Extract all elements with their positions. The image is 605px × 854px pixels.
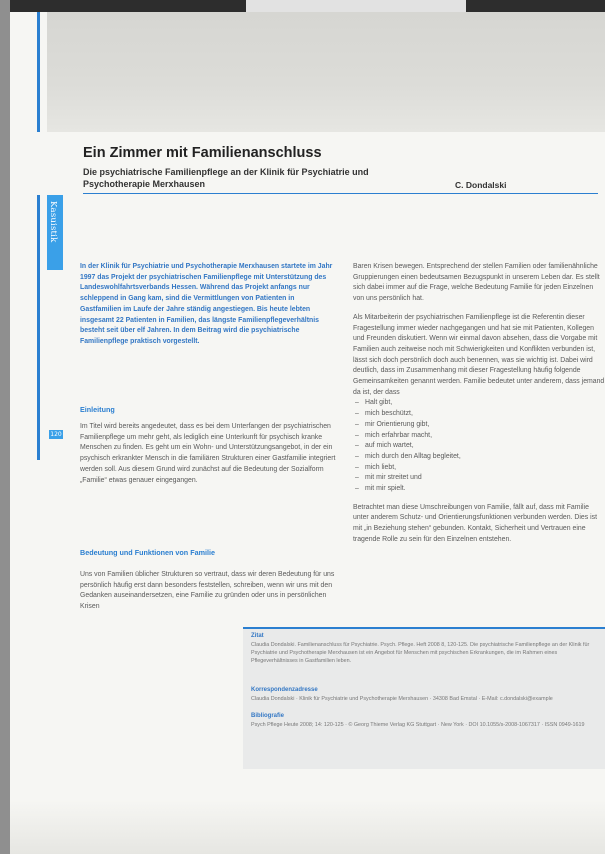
paragraph: Baren Krisen bewegen. Entsprechend der stellen Familien oder familienähnliche Gruppierungen einen bedeutsamen Bezugspunkt in unserem Leben dar. Es stellt sich dabei immer auf die Frage, welche Bedeutung Familie für jeden Einzelnen von uns persönlich hat. <box>353 263 600 303</box>
accent-rule <box>37 12 40 132</box>
list-item: – Halt gibt, <box>365 398 605 409</box>
list-item: – mich erfahrbar macht, <box>365 431 605 442</box>
list-item: – mich durch den Alltag begleitet, <box>365 452 605 463</box>
section-heading: Bedeutung und Funktionen von Familie <box>80 548 215 557</box>
abstract: In der Klinik für Psychiatrie und Psychotherapie Merxhausen startete im Jahr 1997 das Projekt der psychiatrischen Familienpflege mit Unterstützung des Landeswohlfahrtsverbands Hessen. Während das Projekt anfangs nur schleppend in Gang kam, sind die Vermittlungen von Patienten in Gastfamilien im Laufe der Jahre ständig angestiegen. Bis heute lebten insgesamt 22 Patienten in Familien, das längste Familienpflegeverhältnis besteht seit über elf Jahren. In dem Beitrag wird die psychiatrische Familienpflege praktisch vorgestellt. <box>80 263 333 345</box>
article-subtitle: Die psychiatrische Familienpflege an der Klinik für Psychiatrie und Psychotherapie Merxhausen <box>83 167 369 189</box>
citation-label: Zitat <box>251 633 264 639</box>
right-column <box>353 262 605 546</box>
list-item: – mich beschützt, <box>365 409 605 420</box>
document-page <box>10 0 605 854</box>
paragraph: Als Mitarbeiterin der psychiatrischen Familienpflege ist die Referentin dieser Fragestellung immer wieder nachgegangen und hat sie mit Patienten, Kollegen und Freunden diskutiert. Wenn wir einmal davon absehen, dass die Vorgabe mit Familien auch zeitweise noch mit Schwierigkeiten und Konflikten verbunden ist, lässt sich doch persönlich doch auch benennen, was sie wichtig ist. Dabei wird deutlich, dass im Zusammenhang mit dieser Fragestellung häufig folgende Gemeinsamkeiten genannt werden. Familie bedeutet unter anderem, dass jemand da ist, der dass <box>353 313 605 396</box>
list-item: – mir Orientierung gibt, <box>365 420 605 431</box>
scan-shadow <box>10 800 605 854</box>
bibliography-label: Bibliografie <box>251 713 285 719</box>
header-rule <box>83 193 598 194</box>
list-item: – mit mir spielt. <box>365 484 605 495</box>
section-tab <box>47 195 63 270</box>
list-item: – mit mir streitet und <box>365 473 605 484</box>
paragraph: Betrachtet man diese Umschreibungen von Familie, fällt auf, dass mit Familie unter anderem Schutz- und Orientierungsfunktionen verbunden werden. Dies ist mit „in Beziehung stehen“ gebunden. Kontakt, Sicherheit und Vertrauen eine tragende Rolle zu sein für den Einzelnen entstehen. <box>353 503 597 543</box>
section-text: Uns von Familien üblicher Strukturen so vertraut, dass wir deren Bedeutung für uns persönlich häufig erst dann besonders feststellen, schreiben, wenn wir uns mit den Gedanken auseinandersetzen, eine Familie zu gründen oder uns in persönlichen Krisen <box>80 571 335 611</box>
scan-edge <box>10 0 605 12</box>
accent-rule-side <box>37 195 40 460</box>
list-item: – auf mich wartet, <box>365 441 605 452</box>
citation-text: Claudia Dondalski. Familienanschluss für Psychiatrie. Psych. Pflege. Heft 2008 8, 120-125. Die psychiatrische Familienpflege an der Klinik für Psychiatrie und Psychotherapie Merxhausen ist ein Angebot für Menschen mit psychischen Erkrankungen, die im Rahmen eines Pflegeverhältnisses in Gastfamilien leben. <box>251 642 590 664</box>
contact-text: Claudia Dondalski · Klinik für Psychiatrie und Psychotherapie Merxhausen · 34308 Bad Emstal · E-Mail: c.dondalski@example <box>251 696 553 702</box>
citation-box <box>243 627 605 769</box>
section-tab-label: Kasuistik <box>48 201 58 243</box>
article-title: Ein Zimmer mit Familienanschluss <box>83 145 322 161</box>
bibliography-text: Psych Pflege Heute 2008; 14: 120-125 · © Georg Thieme Verlag KG Stuttgart · New York · DOI 10.1055/s-2008-1067317 · ISSN 0949-1619 <box>251 722 585 728</box>
article-author: C. Dondalski <box>455 180 507 190</box>
section-text: Im Titel wird bereits angedeutet, dass es bei dem Unterfangen der psychiatrischen Familienpflege um mehr geht, als lediglich eine Unterkunft für psychisch kranke Menschen zu finden. Es geht um ein Wohn- und Unterstützungsangebot, in der ein psychisch erkrankter Mensch in die familiären Strukturen einer Gastfamilie integriert werden soll. Aus diesem Grund wird zunächst auf die Bedeutung der Sozialform „Familie“ etwas genauer eingegangen. <box>80 423 336 484</box>
header-band <box>47 12 605 132</box>
bullet-list <box>353 398 605 494</box>
list-item: – mich liebt, <box>365 463 605 474</box>
page-number: 120 <box>50 431 62 438</box>
section-heading: Einleitung <box>80 405 115 414</box>
contact-label: Korrespondenzadresse <box>251 687 318 693</box>
